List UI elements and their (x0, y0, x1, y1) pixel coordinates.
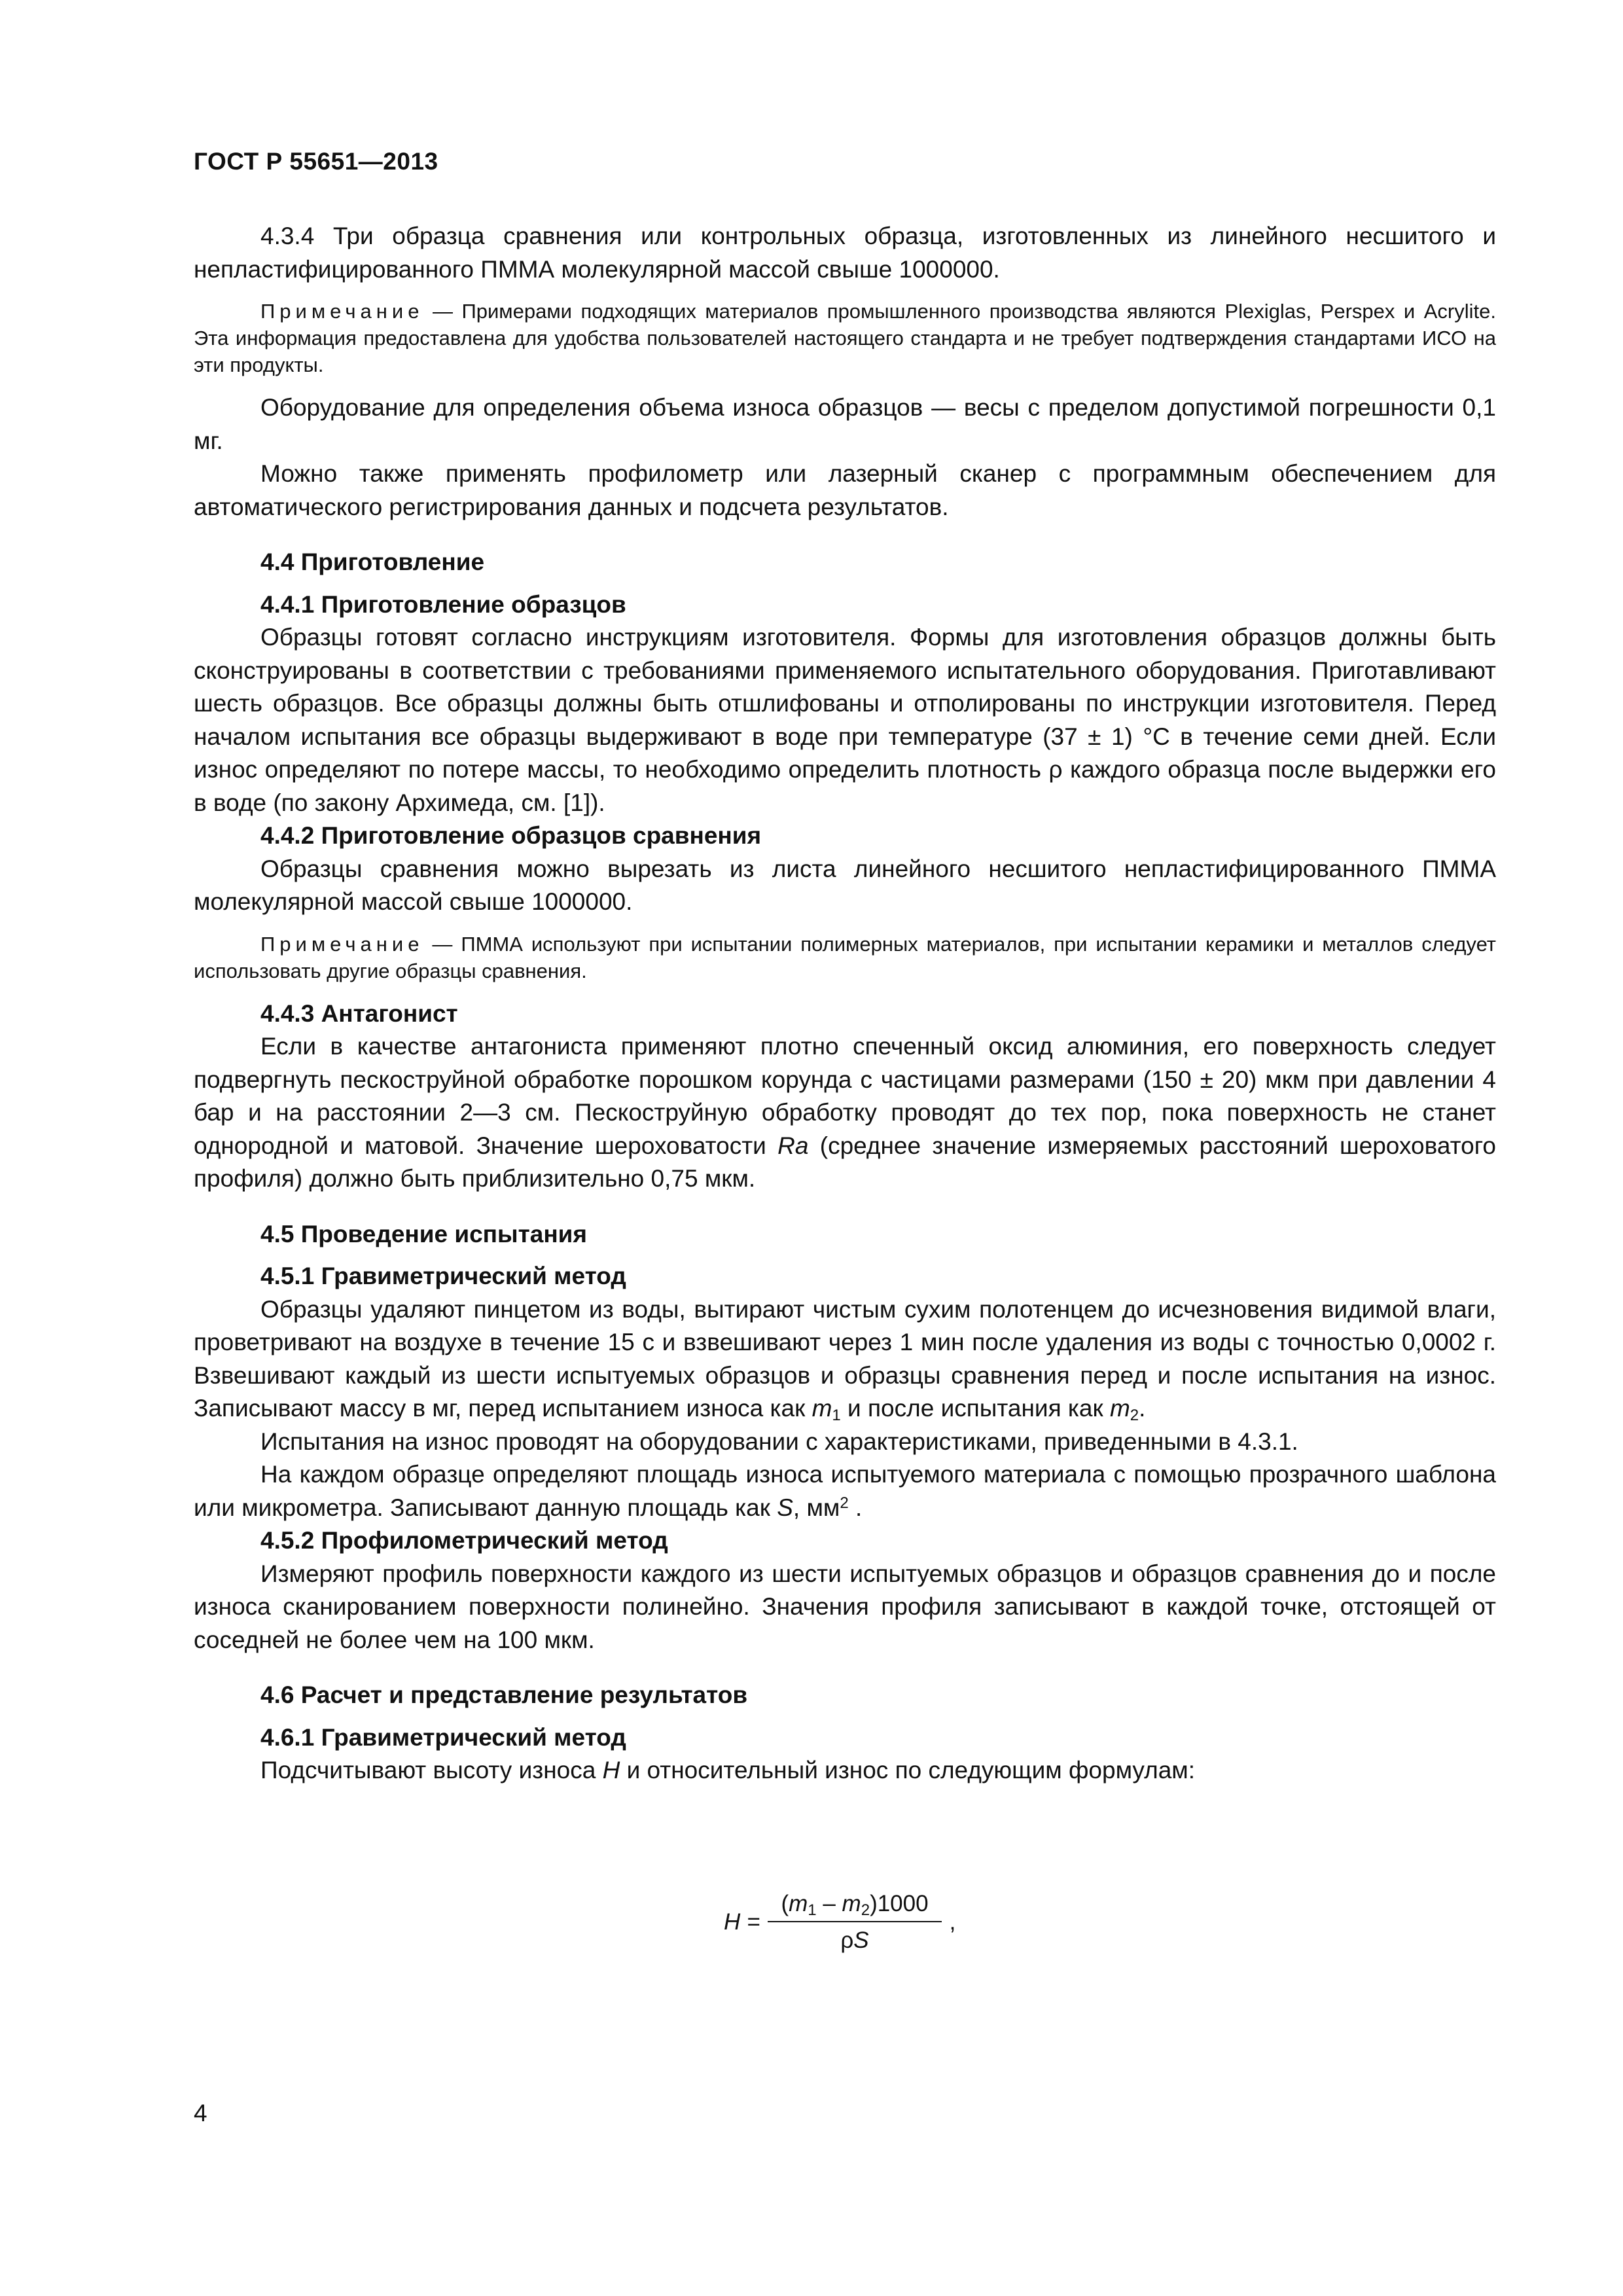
text-run: Если в качестве антагониста применяют плотно спеченный оксид алюминия, его поверхность следует подвергнуть пескоструйной обработке порошком корунда с частицами размерами (150 ± 20) мкм при давлении 4 бар и на расстоянии 2—3 см. Пескоструйную обработку проводят до тех пор, пока поверхность не станет однородной и матовой. Значение шероховатости (194, 1033, 1496, 1159)
paragraph-4-4-2: Образцы сравнения можно вырезать из листа линейного несшитого непластифицированного ПММА молекулярной массой свыше 1000000. (194, 855, 1496, 915)
paragraph-4-4-3 (194, 1030, 1496, 1196)
formula-lhs (724, 1909, 760, 1935)
text-run: и относительный износ по следующим формулам: (620, 1757, 1196, 1784)
section-heading-4-6: 4.6 Расчет и представление результатов (260, 1681, 748, 1708)
symbol-h: H (602, 1757, 620, 1784)
symbol-m: m (842, 1891, 861, 1916)
text-run: )1000 (870, 1891, 929, 1916)
note-label: Примечание (260, 300, 424, 323)
symbol-m: m (789, 1891, 808, 1916)
text-run: ( (781, 1891, 789, 1916)
paragraph-4-5-1-area (194, 1458, 1496, 1524)
note-text: — Примерами подходящих материалов промышленного производства являются Plexiglas, Perspex и Acrylite. Эта информация предоставлена для удобства пользователей настоящего стандарта и не требует подтверждения стандартами ИСО на эти продукты. (194, 300, 1496, 376)
subsection-heading-4-6-1: 4.6.1 Гравиметрический метод (260, 1723, 626, 1751)
formula-trailing-comma: , (949, 1909, 956, 1935)
note-text: — ПММА используют при испытании полимерных материалов, при испытании керамики и металлов следует использовать другие образцы сравнения. (194, 932, 1496, 982)
subsection-heading-4-4-2: 4.4.2 Приготовление образцов сравнения (260, 822, 762, 849)
text-run: Образцы удаляют пинцетом из воды, вытирают чистым сухим полотенцем до исчезновения видимой влаги, проветривают на воздухе в течение 15 с и взвешивают через 1 мин после удаления из воды с точностью 0,0002 г. Взвешивают каждый из шести испытуемых образцов и образцы сравнения перед и после испытания на износ. Записывают массу в мг, перед испытанием износа как (194, 1295, 1496, 1422)
formula-denominator (840, 1922, 868, 1954)
text-run: Подсчитывают высоту износа (260, 1757, 603, 1784)
symbol-m: m (812, 1395, 832, 1422)
text-run: (среднее значение измеряемых расстояний шероховатого профиля) должно быть приблизительно 0,75 мкм. (194, 1132, 1496, 1192)
symbol-m: m (1109, 1395, 1130, 1422)
subscript: 1 (832, 1407, 841, 1424)
section-heading-4-5: 4.5 Проведение испытания (260, 1220, 588, 1247)
subscript: 2 (861, 1901, 870, 1919)
subscript: 1 (808, 1901, 817, 1919)
paragraph-profilometer: Можно также применять профилометр или лазерный сканер с программным обеспечением для автоматического регистрирования данных и подсчета результатов. (194, 460, 1496, 520)
text-run: . (848, 1494, 863, 1521)
paragraph-4-5-1-equipment: Испытания на износ проводят на оборудовании с характеристиками, приведенными в 4.3.1. (260, 1427, 1298, 1455)
standard-code-header: ГОСТ Р 55651—2013 (194, 148, 438, 175)
subscript: 2 (1130, 1407, 1139, 1424)
paragraph-4-4-1: Образцы готовят согласно инструкциям изготовителя. Формы для изготовления образцов должны быть сконструированы в соответствии с требованиями применяемого испытательного оборудования. Приготавливают шесть образцов. Все образцы должны быть отшлифованы и отполированы по инструкции изготовителя. Перед началом испытания все образцы выдерживают в воде при температуре (37 ± 1) °С в течение семи дней. Если износ определяют по потере массы, то необходимо определить плотность ρ каждого образца после выдержки его в воде (по закону Архимеда, см. [1]). (194, 624, 1496, 816)
text-run: , мм (793, 1494, 840, 1521)
text-run: – (816, 1891, 842, 1916)
text-run: . (1139, 1395, 1146, 1422)
note-pmma (194, 931, 1496, 984)
superscript: 2 (840, 1494, 849, 1512)
symbol-s: S (777, 1494, 793, 1521)
formula-lhs-text: H = (724, 1909, 760, 1935)
paragraph-equipment: Оборудование для определения объема износа образцов — весы с пределом допустимой погрешности 0,1 мг. (194, 394, 1496, 454)
text-run: На каждом образце определяют площадь износа испытуемого материала с помощью прозрачного шаблона или микрометра. Записывают данную площадь как (194, 1461, 1496, 1521)
wear-height-formula (724, 1873, 955, 1971)
document-body (194, 220, 1496, 1787)
formula-fraction (768, 1891, 941, 1954)
paragraph-4-5-1 (194, 1293, 1496, 1426)
symbol-ra: Ra (777, 1132, 809, 1159)
paragraph-4-3-4: 4.3.4 Три образца сравнения или контрольных образца, изготовленных из линейного несшитого и непластифицированного ПММА молекулярной массой свыше 1000000. (194, 223, 1496, 283)
paragraph-4-5-2: Измеряют профиль поверхности каждого из шести испытуемых образцов и образцов сравнения до и после износа сканированием поверхности полинейно. Значения профиля записывают в каждой точке, отстоящей от соседней не более чем на 100 мкм. (194, 1560, 1496, 1653)
section-heading-4-4: 4.4 Приготовление (260, 548, 485, 575)
symbol-s: S (853, 1928, 869, 1953)
subsection-heading-4-5-1: 4.5.1 Гравиметрический метод (260, 1263, 626, 1289)
subsection-heading-4-4-1: 4.4.1 Приготовление образцов (260, 590, 626, 618)
symbol-rho: ρ (840, 1928, 854, 1953)
page-number: 4 (194, 2100, 207, 2126)
subsection-heading-4-4-3: 4.4.3 Антагонист (260, 999, 458, 1027)
formula-numerator (768, 1891, 941, 1922)
subsection-heading-4-5-2: 4.5.2 Профилометрический метод (260, 1527, 668, 1554)
paragraph-4-6-1 (194, 1754, 1496, 1787)
note-label: Примечание (260, 932, 424, 956)
text-run: и после испытания как (840, 1395, 1110, 1422)
note-materials (194, 298, 1496, 378)
